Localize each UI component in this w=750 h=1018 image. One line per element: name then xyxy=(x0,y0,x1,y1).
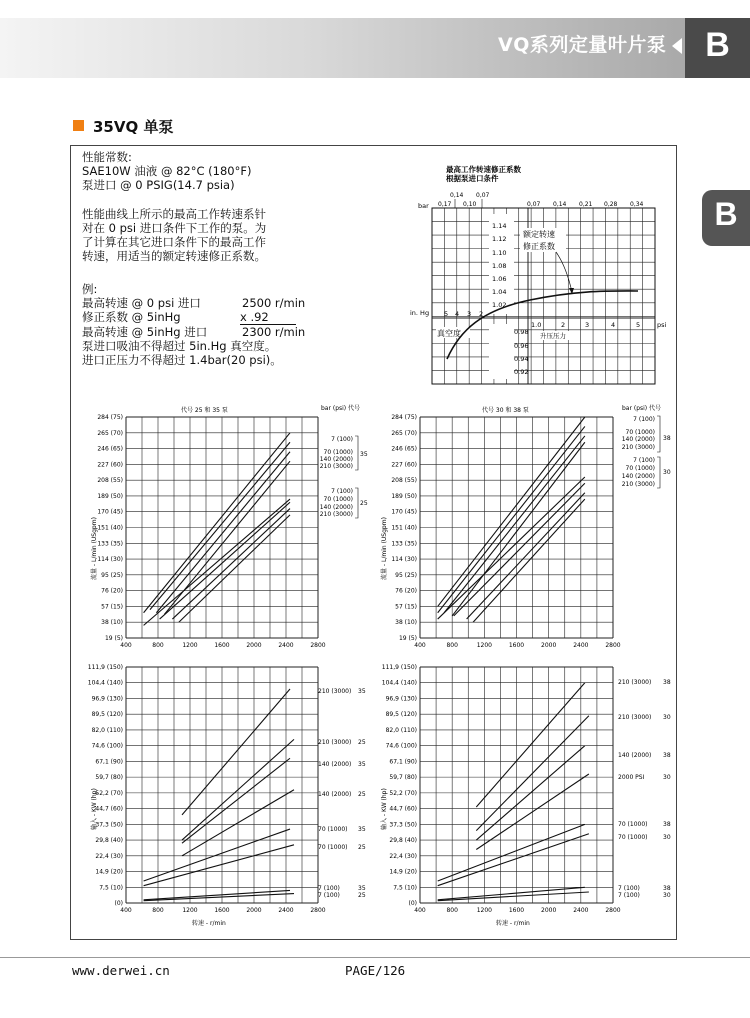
spec-desc-line: 了计算在其它进口条件下的最高工作 xyxy=(82,235,266,249)
spec-inlet: 泵进口 @ 0 PSIG(14.7 psia) xyxy=(82,178,235,192)
power-y-label: 输入 - KW (hp) xyxy=(381,788,388,830)
y-tick-label: 133 (35) xyxy=(391,540,417,548)
pump-code-label: 30 xyxy=(663,892,671,899)
spec-example-label: 修正系数 @ 5inHg xyxy=(82,310,181,324)
x-tick-label: 1200 xyxy=(182,907,198,914)
performance-line xyxy=(438,426,585,612)
y-tick-label: 74,6 (100) xyxy=(91,742,123,750)
flow-y-ticks xyxy=(97,414,123,642)
correction-factor-chart xyxy=(400,158,675,388)
bar-tick: 0,14 xyxy=(450,192,464,199)
x-tick-label: 2800 xyxy=(310,642,326,649)
x-tick-label: 1200 xyxy=(476,642,492,649)
y-tick-label: 76 (20) xyxy=(101,587,123,595)
y-tick-label: 265 (70) xyxy=(391,429,417,437)
side-section-tab[interactable] xyxy=(702,190,750,246)
pump-code-label: 38 xyxy=(663,679,671,686)
y-tick-label: 14,9 (20) xyxy=(389,868,417,876)
psi-tick: 4 xyxy=(611,321,616,329)
y-tick-label: 74,6 (100) xyxy=(385,742,417,750)
spec-example-value: x .92 xyxy=(240,310,296,325)
correction-chart-subtitle: 根据泵进口条件 xyxy=(446,174,499,183)
y-tick-label: 14,9 (20) xyxy=(95,868,123,876)
y-tick-label: 151 (40) xyxy=(391,524,417,532)
y-tick-label: 265 (70) xyxy=(97,429,123,437)
y-tick-label: 284 (75) xyxy=(97,414,123,421)
inhg-axis-label: in. Hg xyxy=(410,309,430,317)
x-tick-label: 2000 xyxy=(246,907,262,914)
power-legend xyxy=(318,688,366,899)
bar-tick: 0,17 xyxy=(438,201,452,208)
y-tick-label: 246 (65) xyxy=(391,445,417,453)
y-tick-label: 7,5 (10) xyxy=(99,884,123,892)
series-label: 140 (2000) xyxy=(621,436,655,443)
psi-tick: 5 xyxy=(636,321,641,329)
spec-desc-line: 对在 0 psi 进口条件下工作的泵。为 xyxy=(82,221,267,235)
y-tick-label: 82,0 (110) xyxy=(385,726,417,734)
correction-chart-title: 最高工作转速修正系数 xyxy=(446,165,521,174)
performance-line xyxy=(438,477,585,619)
y-tick-label: 7,5 (10) xyxy=(393,884,417,892)
performance-line xyxy=(150,442,290,609)
y-tick-label: 19 (5) xyxy=(398,635,417,642)
x-tick-label: 2400 xyxy=(573,642,589,649)
y-tick-label: 52,2 (70) xyxy=(95,789,123,797)
y-tick-label: 29,8 (40) xyxy=(95,837,123,845)
x-tick-label: 2400 xyxy=(573,907,589,914)
x-tick-label: 1600 xyxy=(214,907,230,914)
pump-code-label: 35 xyxy=(360,451,368,458)
y-tick-label: 59,7 (80) xyxy=(95,774,123,782)
y-tick-label: 89,5 (120) xyxy=(385,711,417,719)
x-tick-label: 400 xyxy=(414,907,426,914)
spec-example-label: 最高转速 @ 0 psi 进口 xyxy=(82,296,201,310)
x-tick-label: 1200 xyxy=(182,642,198,649)
footer-divider xyxy=(0,957,750,958)
series-label: 210 (3000) xyxy=(319,463,353,470)
x-tick-label: 400 xyxy=(120,907,132,914)
flow-grid xyxy=(420,417,613,638)
x-tick-label: 800 xyxy=(446,642,458,649)
flow-y-label: 流量 - L/min (USgpm) xyxy=(91,517,98,580)
psi-axis-label: psi xyxy=(657,321,667,329)
y-tick-label: 133 (35) xyxy=(97,540,123,548)
pump-code-label: 38 xyxy=(663,752,671,759)
y-tick-label: 89,5 (120) xyxy=(91,711,123,719)
y-tick-label: 52,2 (70) xyxy=(389,789,417,797)
series-label: 140 (2000) xyxy=(318,761,352,768)
series-label: 7 (100) xyxy=(633,416,655,423)
performance-line xyxy=(179,515,290,622)
x-tick-label: 1600 xyxy=(214,642,230,649)
series-label: 210 (3000) xyxy=(319,511,353,518)
y-tick-label: 22,4 (30) xyxy=(389,852,417,860)
pump-code-label: 25 xyxy=(360,500,368,507)
rated-speed-annotation: 修正系数 xyxy=(523,242,555,251)
bar-tick: 0,28 xyxy=(604,201,618,208)
x-tick-label: 400 xyxy=(414,642,426,649)
y-tick-label: 111,9 (150) xyxy=(87,664,123,671)
y-tick-label: 67,1 (90) xyxy=(95,758,123,766)
pump-code-label: 38 xyxy=(663,821,671,828)
y-tick-label: 104,4 (140) xyxy=(87,679,123,687)
y-tick-label: 38 (10) xyxy=(101,619,123,627)
power-grid xyxy=(420,667,613,903)
pump-code-label: 30 xyxy=(663,469,671,476)
flow-legend xyxy=(320,436,368,518)
power-y-ticks xyxy=(88,664,123,907)
pump-code-label: 25 xyxy=(358,739,366,746)
y-tick-label: 170 (45) xyxy=(391,508,417,516)
pump-code-label: 30 xyxy=(663,774,671,781)
spec-example-label: 最高转速 @ 5inHg 进口 xyxy=(82,325,208,339)
y-tick-label: 104,4 (140) xyxy=(381,679,417,687)
series-label: 210 (3000) xyxy=(618,714,652,721)
factor-tick: 1.08 xyxy=(492,262,507,270)
rated-speed-annotation: 额定转速 xyxy=(523,230,555,239)
pressure-annotation: 升压压力 xyxy=(540,332,566,340)
bar-tick: 0,07 xyxy=(527,201,541,208)
spec-note: 泵进口吸油不得超过 5in.Hg 真空度。 xyxy=(82,339,277,353)
series-label: 7 (100) xyxy=(618,885,640,892)
x-tick-label: 800 xyxy=(152,642,164,649)
power-lines xyxy=(144,689,294,901)
series-label: 210 (3000) xyxy=(318,688,352,695)
pump-code-label: 38 xyxy=(663,885,671,892)
header-tab-letter: B xyxy=(705,26,730,64)
x-tick-label: 400 xyxy=(120,642,132,649)
x-tick-label: 800 xyxy=(446,907,458,914)
series-label: 70 (1000) xyxy=(618,821,648,828)
spec-note: 进口正压力不得超过 1.4bar(20 psi)。 xyxy=(82,353,282,367)
series-label: 210 (3000) xyxy=(318,739,352,746)
y-tick-label: 67,1 (90) xyxy=(389,758,417,766)
y-tick-label: 227 (60) xyxy=(391,461,417,469)
y-tick-label: 208 (55) xyxy=(391,477,417,485)
pump-code-label: 35 xyxy=(358,826,366,833)
y-tick-label: 189 (50) xyxy=(391,492,417,500)
y-tick-label: 37,3 (50) xyxy=(95,821,123,829)
series-label: 70 (1000) xyxy=(323,496,353,503)
y-tick-label: 227 (60) xyxy=(97,461,123,469)
power-chart-30-38 xyxy=(370,658,675,930)
inhg-tick: 4 xyxy=(455,310,460,318)
power-grid xyxy=(126,667,318,903)
performance-line xyxy=(473,499,585,622)
power-chart-25-35 xyxy=(72,658,372,930)
series-label: 140 (2000) xyxy=(618,752,652,759)
spec-example-title: 例: xyxy=(82,282,98,296)
flow-chart-30-38 xyxy=(370,400,675,655)
bar-tick: 0,10 xyxy=(463,201,477,208)
x-tick-label: 1600 xyxy=(508,907,525,914)
y-tick-label: 284 (75) xyxy=(391,414,417,421)
series-label: 7 (100) xyxy=(318,892,340,899)
x-tick-label: 2000 xyxy=(541,907,557,914)
psi-tick: 2 xyxy=(561,321,566,329)
y-tick-label: (0) xyxy=(114,900,123,907)
inhg-tick: 2 xyxy=(479,310,484,318)
pump-code-label: 25 xyxy=(358,844,366,851)
bar-tick: 0,21 xyxy=(579,201,593,208)
y-tick-label: 111,9 (150) xyxy=(381,664,417,671)
pump-code-label: 38 xyxy=(663,435,671,442)
header-section-tab xyxy=(685,18,750,78)
inhg-tick: 5 xyxy=(444,310,449,318)
psi-tick: 1.0 xyxy=(531,321,542,329)
y-tick-label: 246 (65) xyxy=(97,445,123,453)
vacuum-annotation: 真空度 xyxy=(437,329,461,338)
flow-grid xyxy=(126,417,318,638)
spec-desc-line: 转速，用适当的额定转速修正系数。 xyxy=(82,249,266,263)
performance-line xyxy=(182,758,290,843)
series-label: 140 (2000) xyxy=(319,456,353,463)
spec-example-value: 2300 r/min xyxy=(242,325,306,339)
series-label: 7 (100) xyxy=(618,892,640,899)
y-tick-label: 22,4 (30) xyxy=(95,852,123,860)
footer-page-number: PAGE/126 xyxy=(345,963,406,978)
factor-tick: 0.94 xyxy=(514,355,529,363)
power-legend xyxy=(618,679,671,899)
psi-tick: 3 xyxy=(585,321,590,329)
series-label: 140 (2000) xyxy=(621,473,655,480)
series-label: 140 (2000) xyxy=(319,504,353,511)
section-square-icon xyxy=(73,120,84,131)
y-tick-label: 95 (25) xyxy=(395,571,417,579)
factor-tick: 1.04 xyxy=(492,288,507,296)
x-tick-label: 2400 xyxy=(278,907,294,914)
y-tick-label: 114 (30) xyxy=(97,556,123,564)
x-tick-label: 2800 xyxy=(605,907,621,914)
performance-line xyxy=(476,683,585,807)
spec-perf-title: 性能常数: xyxy=(82,150,132,164)
x-tick-label: 1600 xyxy=(508,642,525,649)
y-tick-label: 59,7 (80) xyxy=(389,774,417,782)
series-label: 140 (2000) xyxy=(318,791,352,798)
pump-code-label: 30 xyxy=(663,714,671,721)
pump-code-label: 25 xyxy=(358,791,366,798)
factor-tick: 1.06 xyxy=(492,275,507,283)
flow-y-ticks xyxy=(391,414,417,642)
y-tick-label: 82,0 (110) xyxy=(91,726,123,734)
y-tick-label: 96,9 (130) xyxy=(385,695,417,703)
pump-code-label: 35 xyxy=(358,688,366,695)
side-tab-letter: B xyxy=(714,196,738,232)
y-tick-label: 19 (5) xyxy=(104,635,123,642)
factor-tick: 1.02 xyxy=(492,301,507,309)
power-x-label: 转速 - r/min xyxy=(192,920,226,927)
power-x-label: 转速 - r/min xyxy=(496,920,530,927)
x-tick-label: 2800 xyxy=(605,642,621,649)
y-tick-label: 170 (45) xyxy=(97,508,123,516)
section-title: 35VQ 单泵 xyxy=(93,118,174,136)
y-tick-label: 189 (50) xyxy=(97,492,123,500)
performance-line xyxy=(444,436,585,613)
pump-code-label: 35 xyxy=(358,761,366,768)
y-tick-label: 38 (10) xyxy=(395,619,417,627)
x-tick-label: 800 xyxy=(152,907,164,914)
flow-chart-25-35 xyxy=(72,400,372,655)
flow-chart-title: 代号 30 和 38 泵 xyxy=(482,407,529,414)
flow-y-label: 流量 - L/min (USgpm) xyxy=(381,517,388,580)
y-tick-label: 76 (20) xyxy=(395,587,417,595)
header-arrow-icon xyxy=(672,38,682,54)
flow-legend xyxy=(622,416,671,488)
series-label: 70 (1000) xyxy=(323,449,353,456)
y-tick-label: 95 (25) xyxy=(101,571,123,579)
x-tick-label: 1200 xyxy=(476,907,492,914)
x-tick-label: 2400 xyxy=(278,642,294,649)
performance-line xyxy=(438,834,589,886)
performance-line xyxy=(144,845,294,886)
series-label: 210 (3000) xyxy=(621,481,655,488)
series-label: 70 (1000) xyxy=(618,834,648,841)
power-x-ticks xyxy=(120,907,326,914)
factor-tick: 1.10 xyxy=(492,249,507,257)
header-title: VQ系列定量叶片泵 xyxy=(498,34,667,56)
performance-line xyxy=(144,829,290,881)
power-lines xyxy=(438,683,589,901)
correction-curve xyxy=(447,291,641,359)
pump-code-label: 30 xyxy=(663,834,671,841)
series-label: 210 (3000) xyxy=(618,679,652,686)
y-tick-label: 57 (15) xyxy=(101,603,123,611)
spec-example-value: 2500 r/min xyxy=(242,296,306,310)
y-tick-label: 44,7 (60) xyxy=(95,805,123,813)
series-label: 7 (100) xyxy=(331,488,353,495)
power-y-ticks xyxy=(382,664,417,907)
bar-tick: 0,07 xyxy=(476,192,490,199)
y-tick-label: 57 (15) xyxy=(395,603,417,611)
bar-tick: 0,14 xyxy=(553,201,567,208)
pump-code-label: 35 xyxy=(358,885,366,892)
y-tick-label: 96,9 (130) xyxy=(91,695,123,703)
series-label: 7 (100) xyxy=(633,457,655,464)
flow-x-ticks xyxy=(120,642,326,649)
x-tick-label: 2000 xyxy=(246,642,262,649)
x-tick-label: 2000 xyxy=(541,642,557,649)
y-tick-label: (0) xyxy=(408,900,417,907)
spec-oil: SAE10W 油液 @ 82°C (180°F) xyxy=(82,164,252,178)
y-tick-label: 29,8 (40) xyxy=(389,837,417,845)
factor-tick: 0.92 xyxy=(514,368,529,376)
factor-tick: 1.12 xyxy=(492,235,507,243)
performance-line xyxy=(454,483,585,616)
bar-tick: 0,34 xyxy=(630,201,644,208)
x-tick-label: 2800 xyxy=(310,907,326,914)
series-label: 70 (1000) xyxy=(318,844,348,851)
flow-legend-header: bar (psi) 代号 xyxy=(622,405,662,412)
y-tick-label: 37,3 (50) xyxy=(389,821,417,829)
y-tick-label: 44,7 (60) xyxy=(389,805,417,813)
series-label: 70 (1000) xyxy=(625,465,655,472)
flow-lines xyxy=(144,433,290,626)
flow-x-ticks xyxy=(414,642,621,649)
power-x-ticks xyxy=(414,907,621,914)
series-label: 7 (100) xyxy=(331,436,353,443)
y-tick-label: 208 (55) xyxy=(97,477,123,485)
performance-line xyxy=(438,824,585,881)
bar-axis-label: bar xyxy=(418,202,429,210)
pump-code-label: 25 xyxy=(358,892,366,899)
flow-legend-header: bar (psi) 代号 xyxy=(321,405,361,412)
series-label: 70 (1000) xyxy=(625,429,655,436)
flow-lines xyxy=(438,417,585,622)
series-label: 210 (3000) xyxy=(621,444,655,451)
y-tick-label: 151 (40) xyxy=(97,524,123,532)
flow-chart-title: 代号 25 和 35 泵 xyxy=(181,407,228,414)
spec-desc-line: 性能曲线上所示的最高工作转速系针 xyxy=(82,207,266,221)
y-tick-label: 114 (30) xyxy=(391,556,417,564)
series-label: 2000 PSI xyxy=(618,774,645,781)
series-label: 70 (1000) xyxy=(318,826,348,833)
series-label: 7 (100) xyxy=(318,885,340,892)
factor-tick: 0.98 xyxy=(514,328,529,336)
inhg-tick: 3 xyxy=(467,310,472,318)
factor-tick: 1.14 xyxy=(492,222,507,230)
factor-tick: 0.96 xyxy=(514,342,529,350)
power-y-label: 输入 - KW (hp) xyxy=(91,788,98,830)
footer-website[interactable]: www.derwei.cn xyxy=(72,963,170,978)
performance-line xyxy=(182,689,290,815)
